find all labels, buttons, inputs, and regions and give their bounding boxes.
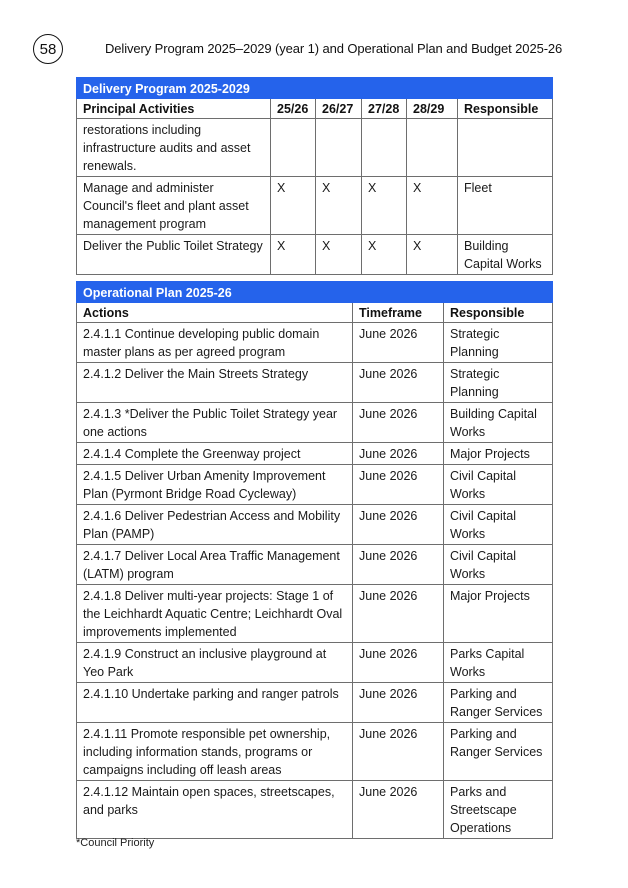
timeframe-cell: June 2026 xyxy=(353,643,444,683)
responsible-cell: Building Capital Works xyxy=(458,235,553,275)
responsible-cell: Civil Capital Works xyxy=(444,545,553,585)
timeframe-cell: June 2026 xyxy=(353,505,444,545)
year-cell: X xyxy=(362,177,407,235)
year-cell xyxy=(407,119,458,177)
column-header: 28/29 xyxy=(407,99,458,119)
responsible-cell: Strategic Planning xyxy=(444,323,553,363)
year-cell: X xyxy=(362,235,407,275)
table-row xyxy=(77,177,553,235)
timeframe-cell: June 2026 xyxy=(353,465,444,505)
table-row xyxy=(77,723,553,781)
responsible-cell: Parks Capital Works xyxy=(444,643,553,683)
year-cell: X xyxy=(271,177,316,235)
action-cell: 2.4.1.7 Deliver Local Area Traffic Management (LATM) program xyxy=(77,545,353,585)
responsible-cell: Parking and Ranger Services xyxy=(444,723,553,781)
action-cell: 2.4.1.11 Promote responsible pet ownership, including information stands, programs or campaigns including off leash areas xyxy=(77,723,353,781)
responsible-cell: Parking and Ranger Services xyxy=(444,683,553,723)
column-header: Actions xyxy=(77,303,353,323)
timeframe-cell: June 2026 xyxy=(353,363,444,403)
timeframe-cell: June 2026 xyxy=(353,683,444,723)
column-header: 26/27 xyxy=(316,99,362,119)
table-row xyxy=(77,403,553,443)
action-cell: 2.4.1.4 Complete the Greenway project xyxy=(77,443,353,465)
action-cell: 2.4.1.3 *Deliver the Public Toilet Strategy year one actions xyxy=(77,403,353,443)
action-cell: 2.4.1.9 Construct an inclusive playground at Yeo Park xyxy=(77,643,353,683)
year-cell: X xyxy=(316,235,362,275)
responsible-cell: Fleet xyxy=(458,177,553,235)
responsible-cell: Parks and Streetscape Operations xyxy=(444,781,553,839)
year-cell: X xyxy=(407,177,458,235)
table-row xyxy=(77,235,553,275)
table-row xyxy=(77,323,553,363)
responsible-cell: Strategic Planning xyxy=(444,363,553,403)
table-row xyxy=(77,505,553,545)
timeframe-cell: June 2026 xyxy=(353,323,444,363)
table-row xyxy=(77,585,553,643)
activity-cell: Manage and administer Council's fleet and plant asset management program xyxy=(77,177,271,235)
page-number: 58 xyxy=(33,34,63,64)
year-cell xyxy=(271,119,316,177)
action-cell: 2.4.1.6 Deliver Pedestrian Access and Mobility Plan (PAMP) xyxy=(77,505,353,545)
year-cell: X xyxy=(316,177,362,235)
delivery-program-band: Delivery Program 2025-2029 xyxy=(77,78,553,99)
column-header: 27/28 xyxy=(362,99,407,119)
timeframe-cell: June 2026 xyxy=(353,545,444,585)
action-cell: 2.4.1.10 Undertake parking and ranger patrols xyxy=(77,683,353,723)
year-cell: X xyxy=(407,235,458,275)
footnote: *Council Priority xyxy=(76,837,155,849)
operational-plan-band: Operational Plan 2025-26 xyxy=(77,282,553,303)
action-cell: 2.4.1.1 Continue developing public domain master plans as per agreed program xyxy=(77,323,353,363)
table-row xyxy=(77,545,553,585)
table-row xyxy=(77,363,553,403)
activity-cell: restorations including infrastructure audits and asset renewals. xyxy=(77,119,271,177)
timeframe-cell: June 2026 xyxy=(353,443,444,465)
year-cell: X xyxy=(271,235,316,275)
table-row xyxy=(77,443,553,465)
column-header: Responsible xyxy=(444,303,553,323)
operational-plan-table xyxy=(76,281,553,839)
responsible-cell: Civil Capital Works xyxy=(444,465,553,505)
responsible-cell: Major Projects xyxy=(444,443,553,465)
column-header: 25/26 xyxy=(271,99,316,119)
timeframe-cell: June 2026 xyxy=(353,781,444,839)
year-cell xyxy=(362,119,407,177)
responsible-cell: Major Projects xyxy=(444,585,553,643)
column-header: Timeframe xyxy=(353,303,444,323)
table-row xyxy=(77,119,553,177)
table-row xyxy=(77,781,553,839)
action-cell: 2.4.1.2 Deliver the Main Streets Strategy xyxy=(77,363,353,403)
year-cell xyxy=(316,119,362,177)
action-cell: 2.4.1.5 Deliver Urban Amenity Improvement Plan (Pyrmont Bridge Road Cycleway) xyxy=(77,465,353,505)
action-cell: 2.4.1.8 Deliver multi-year projects: Stage 1 of the Leichhardt Aquatic Centre; Leichhardt Oval improvements implemented xyxy=(77,585,353,643)
responsible-cell xyxy=(458,119,553,177)
table-row xyxy=(77,683,553,723)
page-header-title: Delivery Program 2025–2029 (year 1) and Operational Plan and Budget 2025-26 xyxy=(105,41,563,56)
column-header: Principal Activities xyxy=(77,99,271,119)
responsible-cell: Building Capital Works xyxy=(444,403,553,443)
timeframe-cell: June 2026 xyxy=(353,403,444,443)
table-row xyxy=(77,643,553,683)
action-cell: 2.4.1.12 Maintain open spaces, streetscapes, and parks xyxy=(77,781,353,839)
column-header: Responsible xyxy=(458,99,553,119)
responsible-cell: Civil Capital Works xyxy=(444,505,553,545)
table-row xyxy=(77,465,553,505)
delivery-program-table xyxy=(76,77,553,275)
activity-cell: Deliver the Public Toilet Strategy xyxy=(77,235,271,275)
timeframe-cell: June 2026 xyxy=(353,723,444,781)
timeframe-cell: June 2026 xyxy=(353,585,444,643)
